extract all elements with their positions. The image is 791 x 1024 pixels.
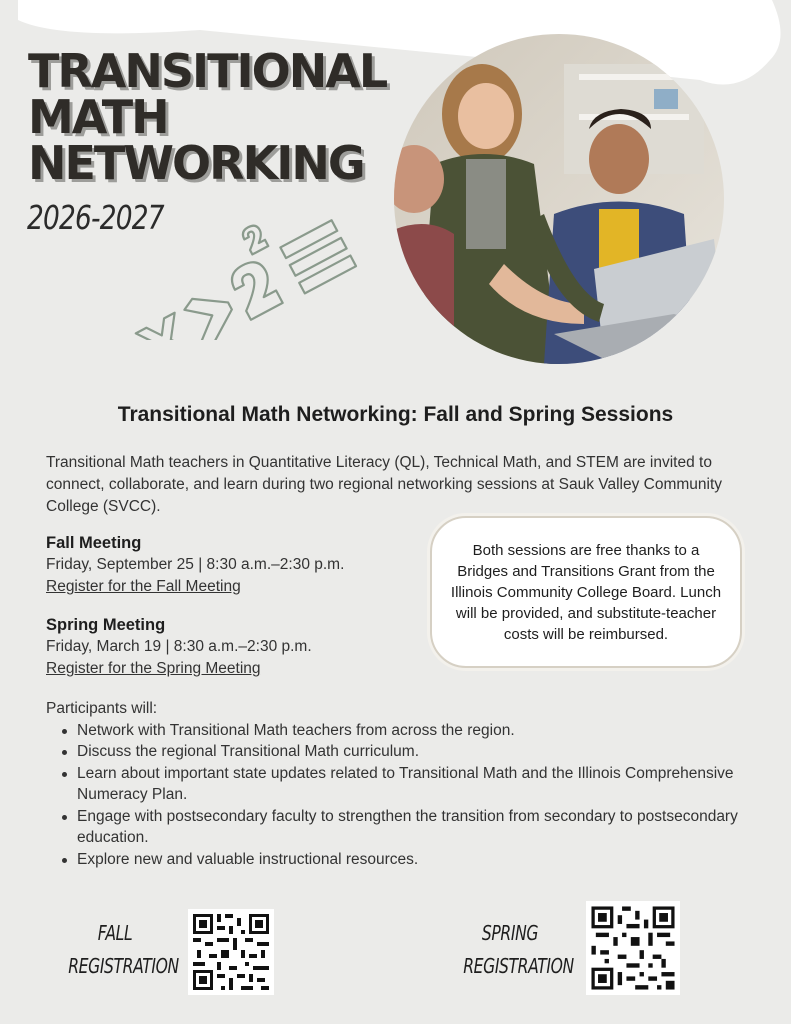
- spring-register-link[interactable]: Register for the Spring Meeting: [46, 660, 261, 677]
- fall-qr-code[interactable]: [188, 909, 274, 995]
- fall-registration-label: [68, 917, 179, 983]
- spring-meeting-datetime: Friday, March 19 | 8:30 a.m.–2:30 p.m.: [46, 638, 312, 655]
- fall-registration-line2: REGISTRATION: [68, 954, 179, 978]
- fall-meeting-datetime: Friday, September 25 | 8:30 a.m.–2:30 p.m.: [46, 556, 345, 573]
- funding-callout-text: Both sessions are free thanks to a Bridges and Transitions Grant from the Illinois Community College Board. Lunch will be provided, and substitute-teacher costs will be reimbursed.: [450, 541, 722, 643]
- spring-registration-line2: REGISTRATION: [463, 954, 574, 978]
- title-line: MATH: [28, 90, 168, 144]
- funding-callout: [430, 516, 742, 668]
- list-item: Explore new and valuable instructional resources.: [58, 849, 766, 871]
- fall-meeting-title: Fall Meeting: [46, 534, 142, 552]
- fall-meeting-block: [46, 532, 344, 598]
- year-range: 2026-2027: [27, 198, 164, 237]
- list-item: Learn about important state updates related to Transitional Math and the Illinois Comprehensive Numeracy Plan.: [58, 763, 766, 806]
- spring-registration-label: [463, 917, 574, 983]
- participants-intro: Participants will:: [46, 700, 158, 717]
- spring-meeting-block: [46, 614, 312, 680]
- fall-register-link[interactable]: Register for the Fall Meeting: [46, 578, 241, 595]
- spring-qr-code[interactable]: [586, 901, 680, 995]
- list-item: Network with Transitional Math teachers from across the region.: [58, 720, 766, 742]
- page-title: [28, 44, 387, 190]
- title-line: TRANSITIONAL: [28, 44, 387, 98]
- title-line: NETWORKING: [28, 136, 364, 190]
- students-photo: [394, 34, 724, 364]
- fall-registration-line1: FALL: [97, 921, 133, 945]
- participants-section: [46, 698, 766, 870]
- math-symbols-icon: [110, 210, 360, 340]
- intro-paragraph: Transitional Math teachers in Quantitative Literacy (QL), Technical Math, and STEM are invited to connect, collaborate, and learn during two regional networking sessions at Sauk Valley Community College (SVCC).: [46, 454, 723, 515]
- list-item: Discuss the regional Transitional Math curriculum.: [58, 741, 766, 763]
- section-heading: Transitional Math Networking: Fall and Spring Sessions: [117, 403, 674, 426]
- participants-list: [58, 720, 766, 871]
- spring-meeting-title: Spring Meeting: [46, 616, 166, 634]
- list-item: Engage with postsecondary faculty to strengthen the transition from secondary to postsecondary education.: [58, 806, 766, 849]
- spring-registration-line1: SPRING: [481, 921, 539, 945]
